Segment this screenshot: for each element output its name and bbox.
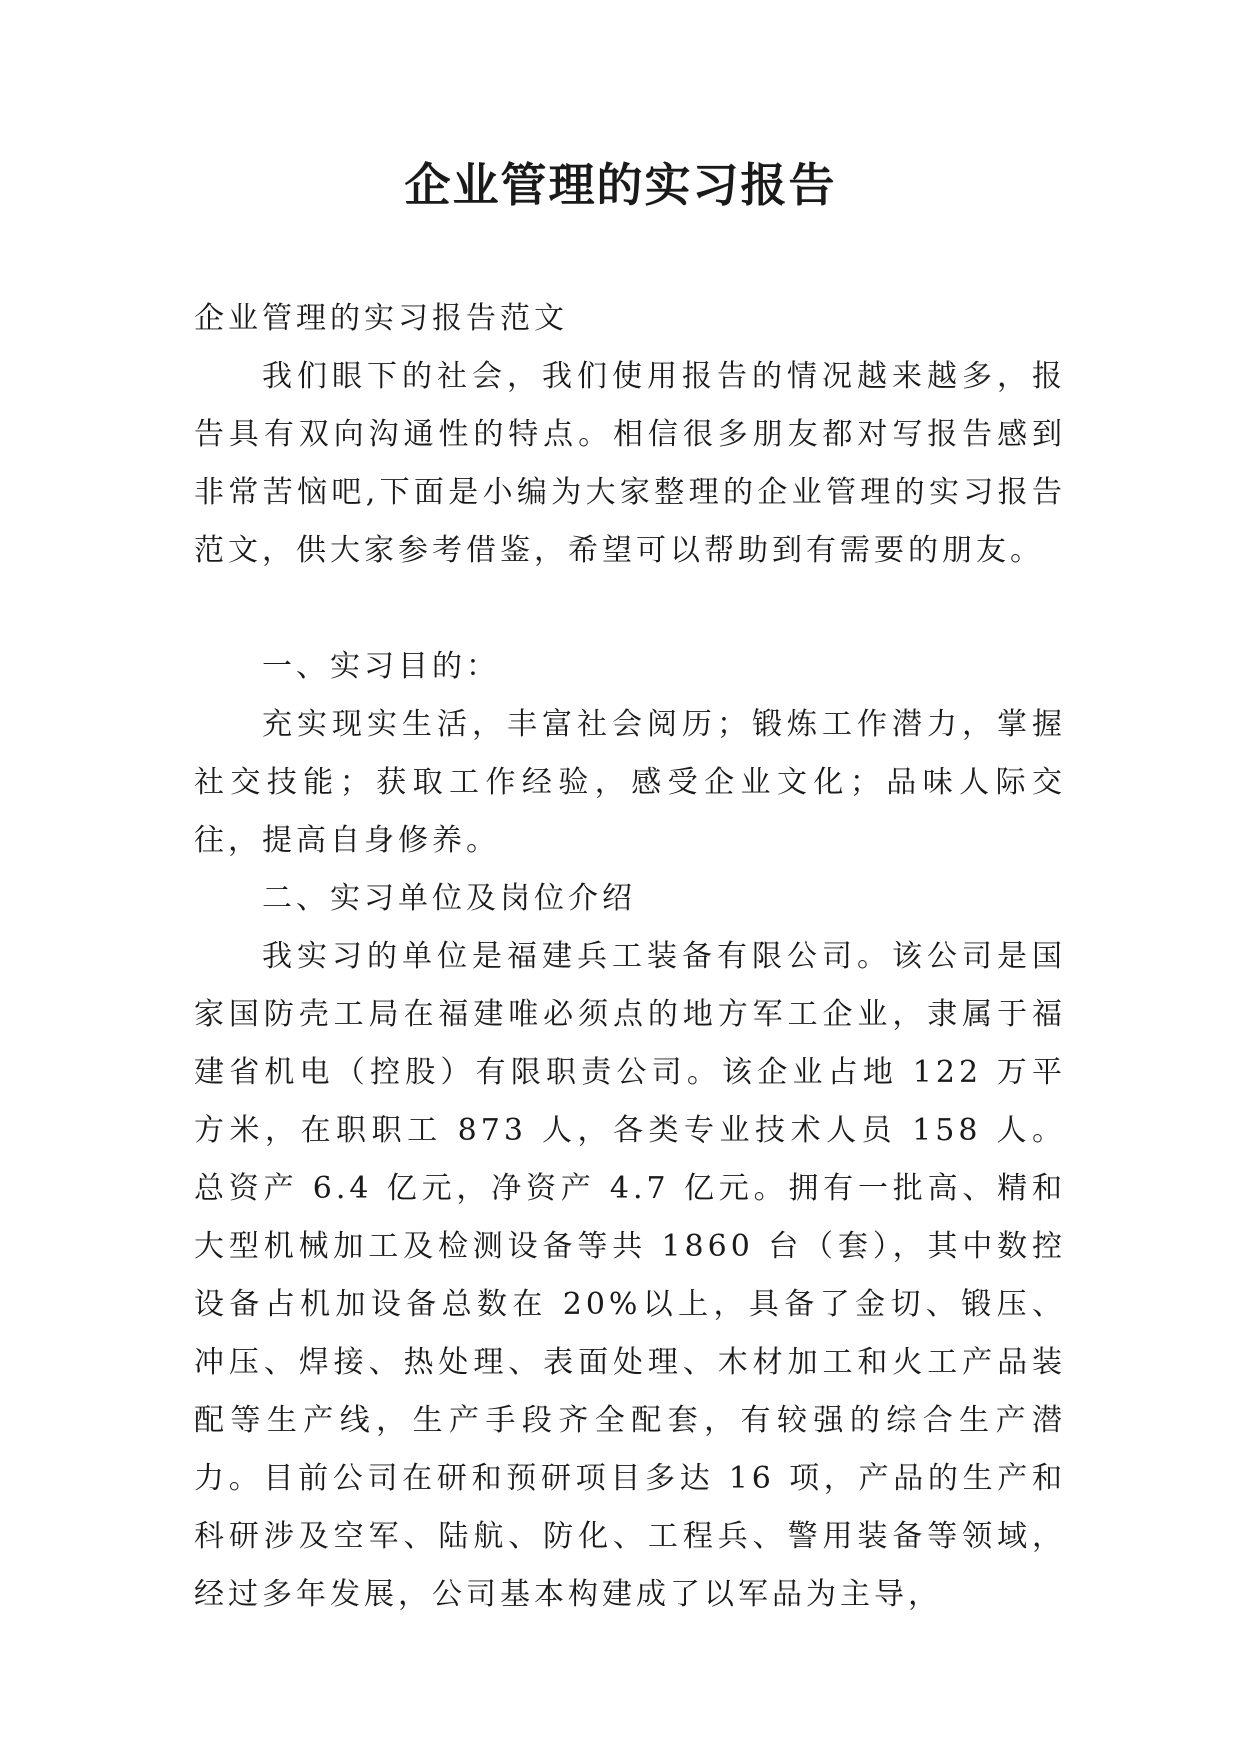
purpose-paragraph: 充实现实生活，丰富社会阅历；锻炼工作潜力，掌握社交技能；获取工作经验，感受企业文化；品味人际交往，提高自身修养。: [194, 707, 1066, 858]
section-heading-purpose: 一、实习目的：: [262, 649, 500, 684]
unit-paragraph: 我实习的单位是福建兵工装备有限公司。该公司是国家国防壳工局在福建唯必须点的地方军工企业，隶属于福建省机电（控股）有限职责公司。该企业占地 122 万平方米，在职职工 873 人，各类专业技术人员 158 人。总资产 6.4 亿元，净资产 4.7 亿元。拥有一批高、精和大型机械加工及检测设备等共 1860 台（套），其中数控设备占机加设备总数在 20%以上，具备了金切、锻压、冲压、焊接、热处理、表面处理、木材加工和火工产品装配等生产线，生产手段齐全配套，有较强的综合生产潜力。目前公司在研和预研项目多达 16 项，产品的生产和科研涉及空军、陆航、防化、工程兵、警用装备等领域，经过多年发展，公司基本构建成了以军品为主导，: [194, 939, 1066, 1612]
document-body: [194, 290, 1066, 1624]
document-subtitle: 企业管理的实习报告范文: [194, 301, 568, 336]
intro-paragraph: 我们眼下的社会，我们使用报告的情况越来越多，报告具有双向沟通性的特点。相信很多朋友都对写报告感到非常苦恼吧,下面是小编为大家整理的企业管理的实习报告范文，供大家参考借鉴，希望可以帮助到有需要的朋友。: [194, 359, 1066, 568]
section-heading-unit: 二、实习单位及岗位介绍: [262, 881, 636, 916]
document-title: 企业管理的实习报告: [404, 158, 837, 212]
